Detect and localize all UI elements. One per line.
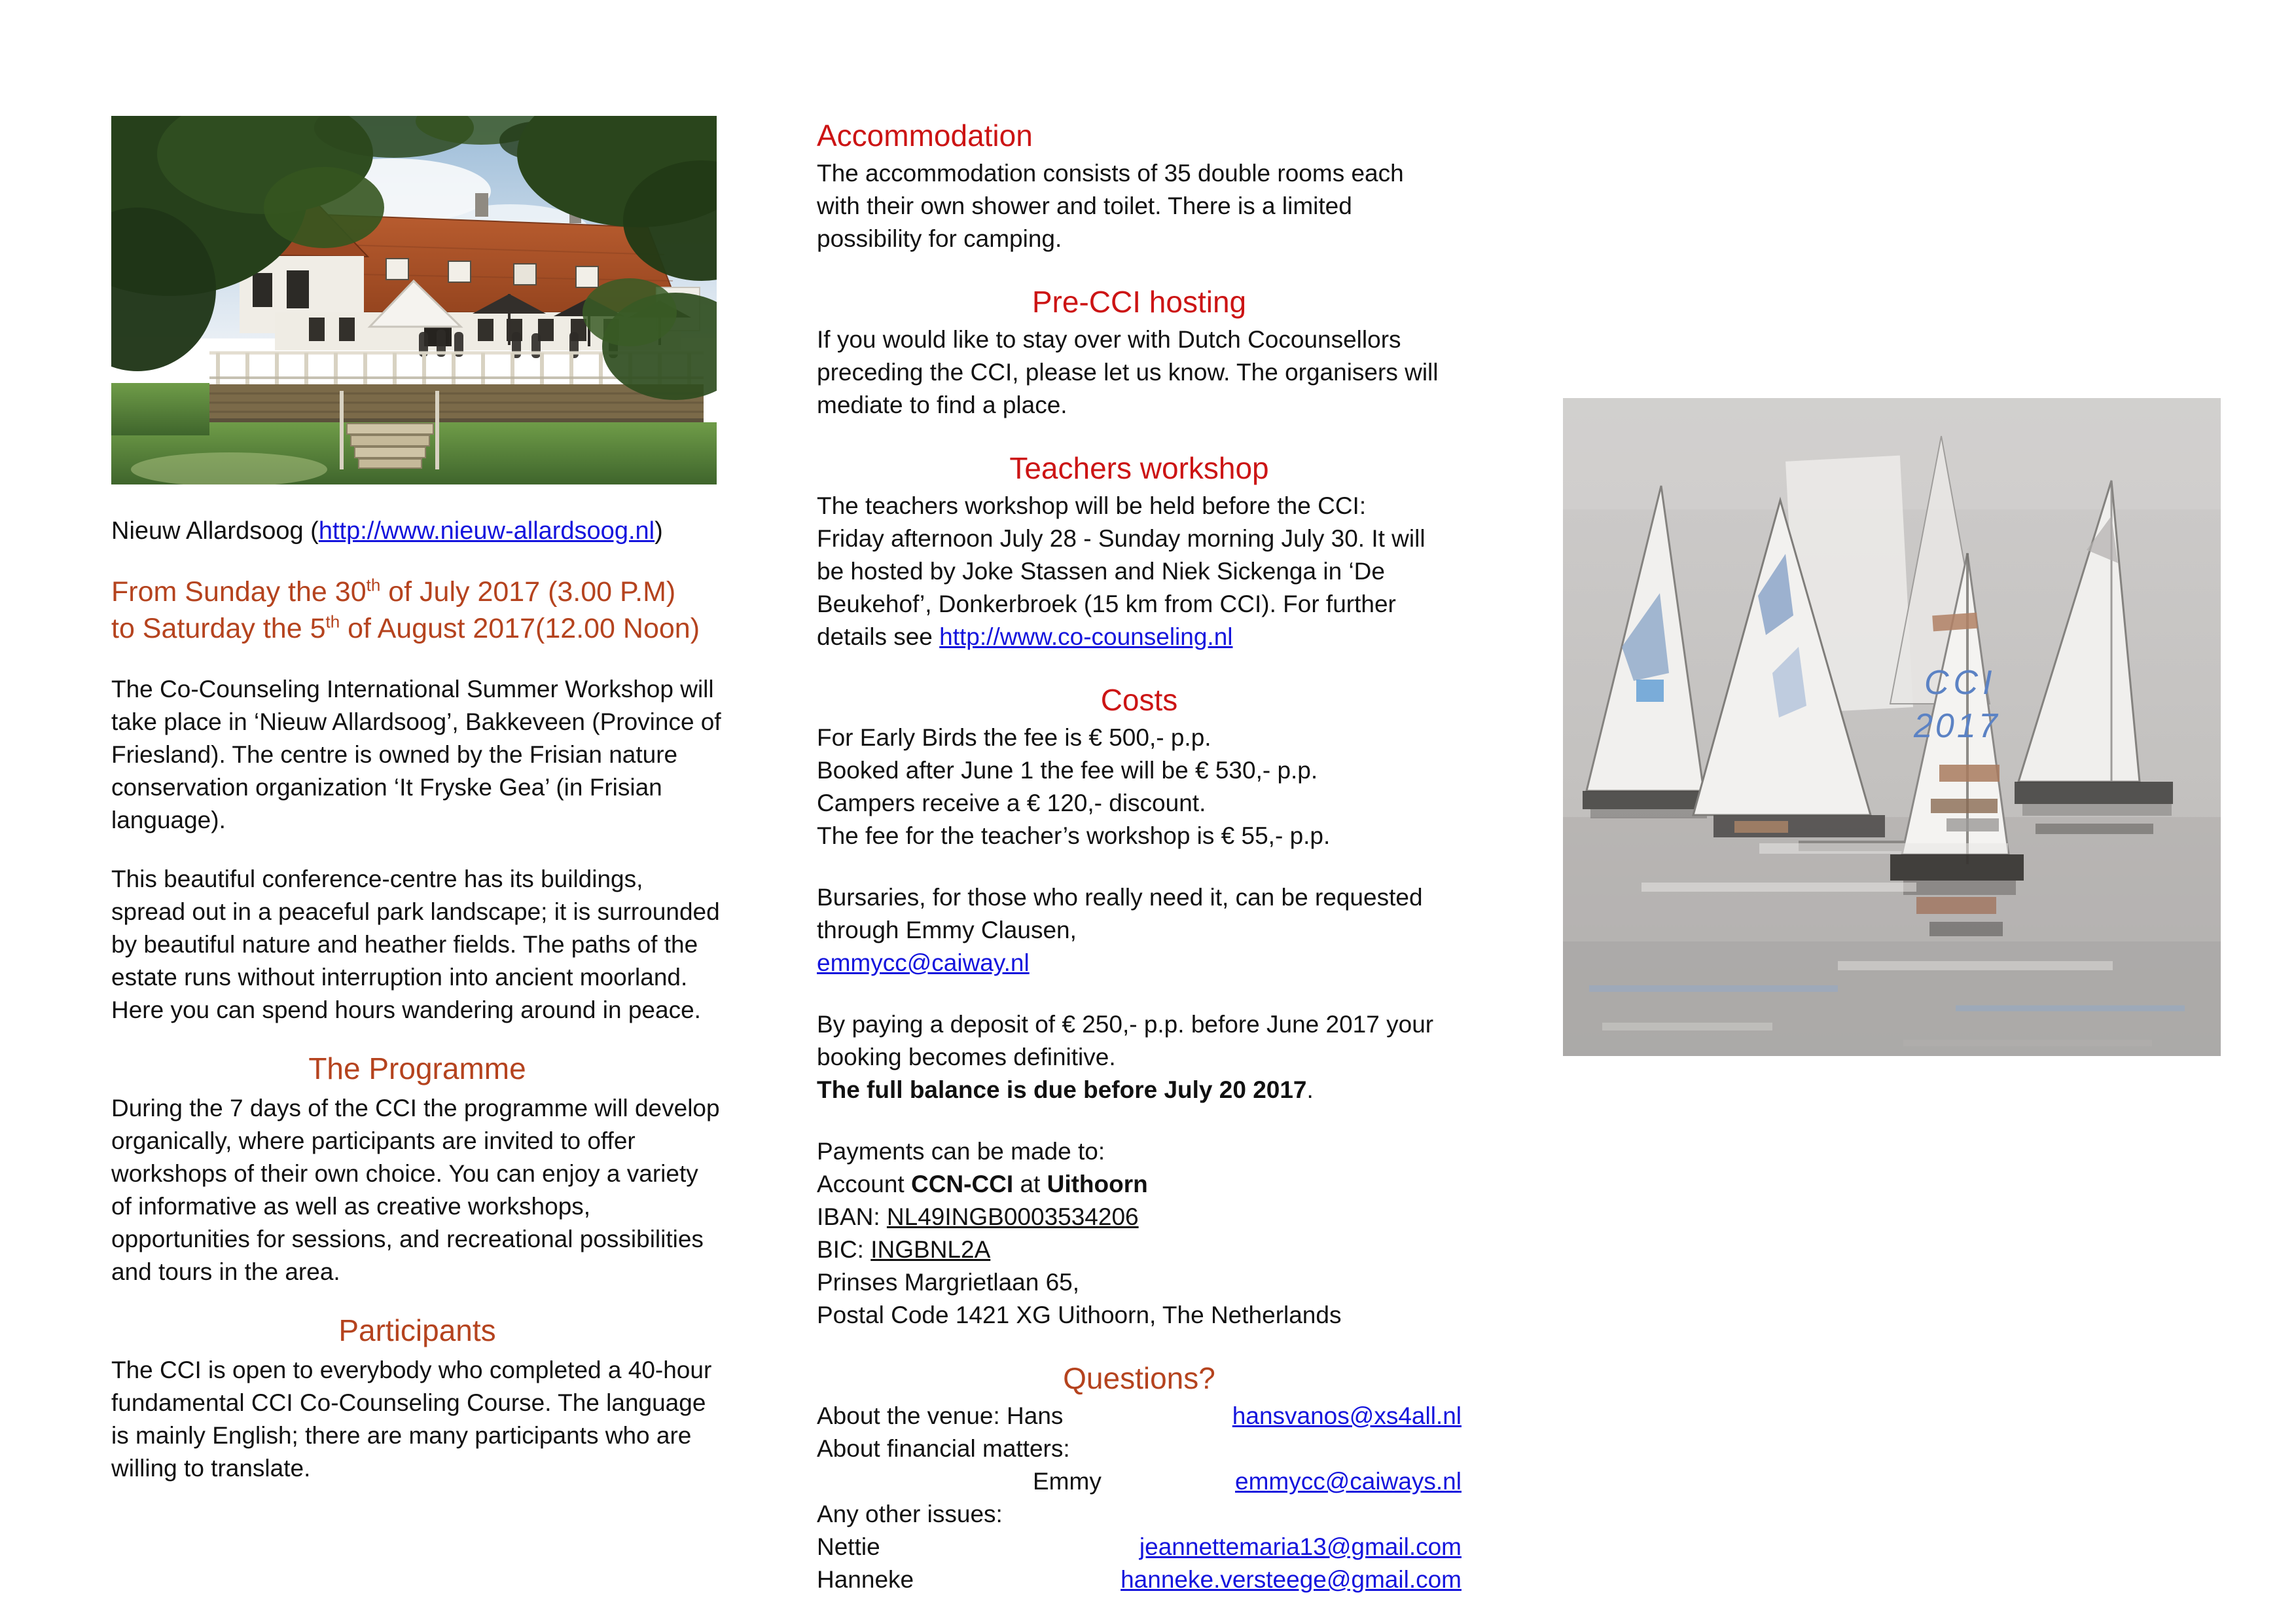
- question-label-venue: About the venue: Hans: [817, 1402, 1064, 1429]
- balance-due-bold: The full balance is due before July 20 2017: [817, 1076, 1307, 1103]
- question-label-hanneke: Hanneke: [817, 1566, 914, 1593]
- teachers-workshop-heading: Teachers workshop: [1009, 451, 1269, 485]
- painting-label-cci: CCI: [1924, 664, 1997, 702]
- date-line-2-text: to Saturday the 5: [111, 613, 326, 644]
- date-line-1-rest: of July 2017 (3.00 P.M): [380, 576, 676, 608]
- date-line-2-sup: th: [325, 611, 340, 632]
- bic-label: BIC:: [817, 1236, 871, 1263]
- pre-cci-heading: Pre-CCI hosting: [1031, 285, 1247, 319]
- payments-intro: Payments can be made to:: [817, 1138, 1105, 1165]
- accommodation-paragraph: The accommodation consists of 35 double rooms each with their own shower and toilet. There is a limited possibility for camping.: [817, 160, 1404, 252]
- pre-cci-section: [817, 284, 1462, 422]
- costs-line-after-june: Booked after June 1 the fee will be € 530,- p.p.: [817, 757, 1318, 784]
- question-row-nettie: [817, 1531, 1462, 1563]
- account-line: [817, 1168, 1462, 1201]
- deposit-paragraph: By paying a deposit of € 250,- p.p. before June 2017 your booking becomes definitive.: [817, 1011, 1434, 1070]
- accommodation-heading: Accommodation: [817, 119, 1033, 153]
- question-row-hanneke: [817, 1563, 1462, 1596]
- balance-due-period: .: [1306, 1076, 1314, 1103]
- payments-section: [817, 1135, 1462, 1332]
- costs-line-teachers-fee: The fee for the teacher’s workshop is € 55,- p.p.: [817, 822, 1331, 849]
- intro-paragraph: The Co-Counseling International Summer Workshop will take place in ‘Nieuw Allardsoog’, Bakkeveen (Province of Friesland). The centre is owned by the Frisian nature conservation organization ‘It Fryske Gea’ (in Frisian language).: [111, 676, 721, 833]
- question-row-financial: [817, 1432, 1462, 1465]
- teachers-workshop-text: The teachers workshop will be held before the CCI: Friday afternoon July 28 - Sunday morning July 30. It will be hosted by Joke Stassen and Niek Sickenga in ‘De Beukehof’, Donkerbroek (15 km from CCI). For further details see: [817, 492, 1426, 650]
- participants-paragraph: The CCI is open to everybody who completed a 40-hour fundamental CCI Co-Counseling Course. The language is mainly English; there are many participants who are willing to translate.: [111, 1357, 712, 1482]
- account-name: CCN-CCI: [910, 1171, 1014, 1197]
- accommodation-section: [817, 118, 1462, 255]
- hanneke-email-link[interactable]: hanneke.versteege@gmail.com: [1121, 1566, 1462, 1593]
- costs-line-campers: Campers receive a € 120,- discount.: [817, 790, 1206, 816]
- account-city: Uithoorn: [1047, 1171, 1148, 1197]
- question-label-nettie: Nettie: [817, 1533, 880, 1560]
- bursaries-email-link[interactable]: emmycc@caiway.nl: [817, 949, 1030, 976]
- questions-heading: Questions?: [1063, 1361, 1215, 1395]
- caption-text-post: ): [655, 517, 663, 545]
- iban-line: [817, 1201, 1462, 1233]
- address-line-2: Postal Code 1421 XG Uithoorn, The Netherlands: [817, 1302, 1342, 1328]
- costs-section: [817, 682, 1462, 852]
- hans-email-link[interactable]: hansvanos@xs4all.nl: [1232, 1402, 1462, 1429]
- programme-heading: The Programme: [308, 1051, 526, 1085]
- pre-cci-paragraph: If you would like to stay over with Dutch Cocounsellors preceding the CCI, please let us know. The organisers will mediate to find a place.: [817, 326, 1439, 418]
- balance-due-line: [817, 1074, 1462, 1106]
- co-counseling-link[interactable]: http://www.co-counseling.nl: [939, 623, 1233, 650]
- bic-value: INGBNL2A: [870, 1236, 991, 1263]
- costs-heading: Costs: [1100, 683, 1178, 717]
- deposit-section: [817, 1008, 1462, 1106]
- emmy-email-link[interactable]: emmycc@caiways.nl: [1235, 1468, 1462, 1495]
- question-row-emmy: [817, 1465, 1462, 1498]
- venue-website-link[interactable]: http://www.nieuw-allardsoog.nl: [318, 517, 655, 545]
- date-line-1-sup: th: [366, 575, 381, 595]
- question-row-other-issues: [817, 1498, 1462, 1531]
- question-label-financial: About financial matters:: [817, 1435, 1070, 1462]
- programme-paragraph: During the 7 days of the CCI the programme will develop organically, where participants are invited to offer workshops of their own choice. You can enjoy a variety of informative as well as creative workshops, opportunities for sessions, and recreational possibilities and tours in the area.: [111, 1095, 720, 1285]
- costs-line-early-birds: For Early Birds the fee is € 500,- p.p.: [817, 724, 1211, 751]
- nettie-email-link[interactable]: jeannettemaria13@gmail.com: [1139, 1533, 1462, 1560]
- bursaries-section: [817, 881, 1462, 979]
- address-line-1: Prinses Margrietlaan 65,: [817, 1269, 1080, 1296]
- question-label-other-issues: Any other issues:: [817, 1501, 1003, 1527]
- date-line-2: [111, 610, 730, 647]
- left-column: [98, 116, 730, 1485]
- bursaries-contact: [817, 947, 1462, 979]
- venue-description-paragraph: This beautiful conference-centre has its buildings, spread out in a peaceful park landscape; it is surrounded by beautiful nature and heather fields. The paths of the estate runs without interruption into ancient moorland. Here you can spend hours wandering around in peace.: [111, 866, 720, 1023]
- middle-column: [817, 118, 1462, 1596]
- date-line-1: [111, 574, 730, 610]
- caption-text-pre: Nieuw Allardsoog (: [111, 517, 319, 545]
- sailboats-painting: [1563, 397, 2221, 1057]
- iban-value: NL49INGB0003534206: [886, 1203, 1139, 1230]
- questions-section: [817, 1360, 1462, 1596]
- account-at: at: [1013, 1171, 1047, 1197]
- venue-photo: [111, 116, 717, 484]
- bic-line: [817, 1233, 1462, 1266]
- painting-label-year: 2017: [1914, 707, 2000, 745]
- teachers-workshop-paragraph: [817, 490, 1439, 653]
- question-row-venue: [817, 1400, 1462, 1432]
- account-label: Account: [817, 1171, 911, 1197]
- teachers-workshop-section: [817, 450, 1462, 653]
- participants-heading: Participants: [338, 1313, 496, 1347]
- photo-caption: [111, 515, 730, 547]
- bursaries-paragraph: Bursaries, for those who really need it, can be requested through Emmy Clausen,: [817, 884, 1423, 943]
- question-label-emmy: Emmy: [1033, 1468, 1102, 1495]
- workshop-dates: [111, 574, 730, 647]
- date-line-1-text: From Sunday the 30: [111, 576, 367, 608]
- date-line-2-rest: of August 2017(12.00 Noon): [340, 613, 700, 644]
- iban-label: IBAN:: [817, 1203, 887, 1230]
